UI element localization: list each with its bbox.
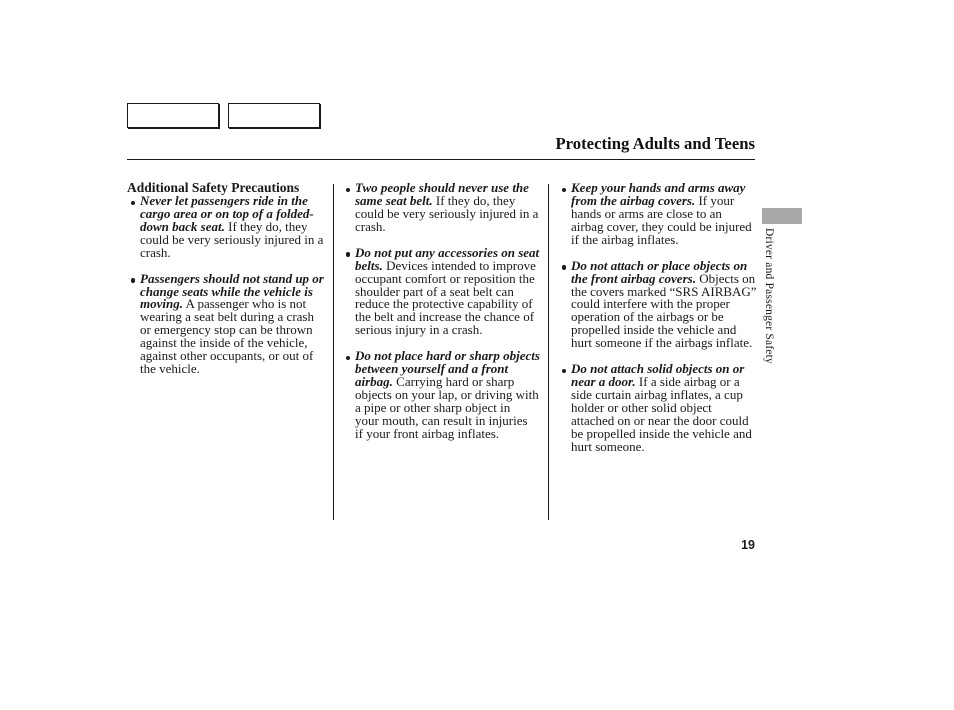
title-rule [127,159,755,160]
bullet-list [127,192,327,377]
body-text: the covers marked “SRS AIRBAG” [571,283,757,299]
bullet-icon [562,188,567,193]
bold-italic-lead: Passengers should not stand up or [140,270,324,286]
bold-italic-lead: down back seat. [140,218,225,234]
body-text: wearing a seat belt during a crash [140,309,314,325]
page-number: 19 [741,538,755,552]
body-text: be propelled inside the vehicle and [571,425,752,441]
bold-italic-lead: Do not attach solid objects on or [571,361,745,377]
body-text: operation of the airbags or be [571,309,724,325]
bold-italic-lead: Do not attach or place objects on [571,257,748,273]
body-text: If a side airbag or a [638,374,740,390]
bold-italic-lead: Do not put any accessories on seat [355,244,540,260]
bold-italic-lead: Keep your hands and arms away [571,180,746,195]
body-text: if your front airbag inflates. [355,425,500,441]
body-text: could be very seriously injured in a [140,231,324,247]
text-line [355,425,542,441]
body-text: hurt someone. [571,438,645,454]
body-text: against the inside of the vehicle, [140,335,308,351]
nav-button-left[interactable] [127,103,219,128]
safety-precaution-item [558,363,758,454]
safety-precaution-item [342,244,542,338]
bold-italic-lead: airbag. [355,374,393,390]
body-text: shoulder part of a seat belt can [355,283,514,299]
section-tab-label: Driver and Passenger Safety [763,228,775,365]
bold-italic-lead: the front airbag covers. [571,270,696,286]
body-text: hands or arms are close to an [571,205,722,221]
bold-italic-lead: change seats while the vehicle is [140,283,313,299]
safety-precaution-item [558,182,758,247]
body-text: If your [698,192,735,208]
body-text: side curtain airbag inflates, a cup [571,387,743,402]
bullet-icon [346,188,351,193]
safety-precaution-item [342,182,542,234]
text-column-2 [342,182,542,454]
body-text: objects on your lap, or driving with [355,387,539,402]
page-title: Protecting Adults and Teens [555,134,755,153]
body-text: If they do, they [228,218,308,234]
bullet-icon [562,265,567,270]
body-text: hurt someone if the airbags inflate. [571,335,753,351]
body-text: airbag cover, they could be injured [571,218,752,234]
body-text: Devices intended to improve [386,257,536,273]
text-column-1 [127,182,327,389]
body-text: against other occupants, or out of [140,348,314,364]
column-divider [333,184,334,520]
body-text: reduce the protective capability of [355,296,533,312]
body-text: your mouth, can result in injuries [355,412,528,428]
body-text: serious injury in a crash. [355,322,483,338]
bold-italic-lead: Never let passengers ride in the [140,192,308,208]
bold-italic-lead: belts. [355,257,383,273]
body-text: could interfere with the proper [571,296,730,312]
body-text: or emergency stop can be thrown [140,322,313,338]
body-text: If they do, they [435,192,516,208]
body-text: occupant comfort or reposition the [355,270,535,286]
body-text: crash. [140,244,171,260]
body-text: crash. [355,218,386,234]
body-text: A passenger who is not [185,296,307,312]
text-column-3 [558,182,758,467]
text-line [355,218,542,234]
body-text: a pipe or other sharp object in [355,399,511,415]
bold-italic-lead: cargo area or on top of a folded- [140,205,314,221]
bold-italic-lead: between yourself and a front [355,361,509,377]
body-text: holder or other solid object [571,399,712,415]
bullet-icon [346,252,351,257]
bold-italic-lead: Do not place hard or sharp objects [355,348,540,364]
bold-italic-lead: same seat belt. [355,192,433,208]
nav-button-right[interactable] [228,103,320,128]
body-text: if the airbag inflates. [571,231,679,247]
text-line [571,438,758,454]
section-heading: Additional Safety Precautions [127,180,300,195]
text-line [571,231,758,247]
text-line [571,337,758,350]
bullet-icon [131,278,136,283]
bullet-list [342,182,542,441]
bullet-icon [131,201,136,206]
body-text: attached on or near the door could [571,412,749,428]
bullet-list [558,182,758,454]
bold-italic-lead: near a door. [571,374,636,390]
body-text: could be very seriously injured in a [355,205,539,221]
bullet-icon [562,369,567,374]
body-text: Objects on [699,270,756,286]
text-line [140,363,327,376]
body-text: the belt and increase the chance of [355,309,535,325]
safety-precaution-item [558,257,758,351]
text-line [355,324,542,337]
side-tab [762,208,802,224]
body-text: the vehicle. [140,361,200,377]
text-line [140,244,327,260]
bold-italic-lead: from the airbag covers. [571,192,696,208]
bold-italic-lead: moving. [140,296,183,312]
bold-italic-lead: Two people should never use the [355,180,529,195]
body-text: Carrying hard or sharp [396,374,515,390]
safety-precaution-item [127,192,327,260]
safety-precaution-item [342,350,542,441]
safety-precaution-item [127,270,327,377]
bullet-icon [346,356,351,361]
body-text: propelled inside the vehicle and [571,322,737,338]
column-divider [548,184,549,520]
